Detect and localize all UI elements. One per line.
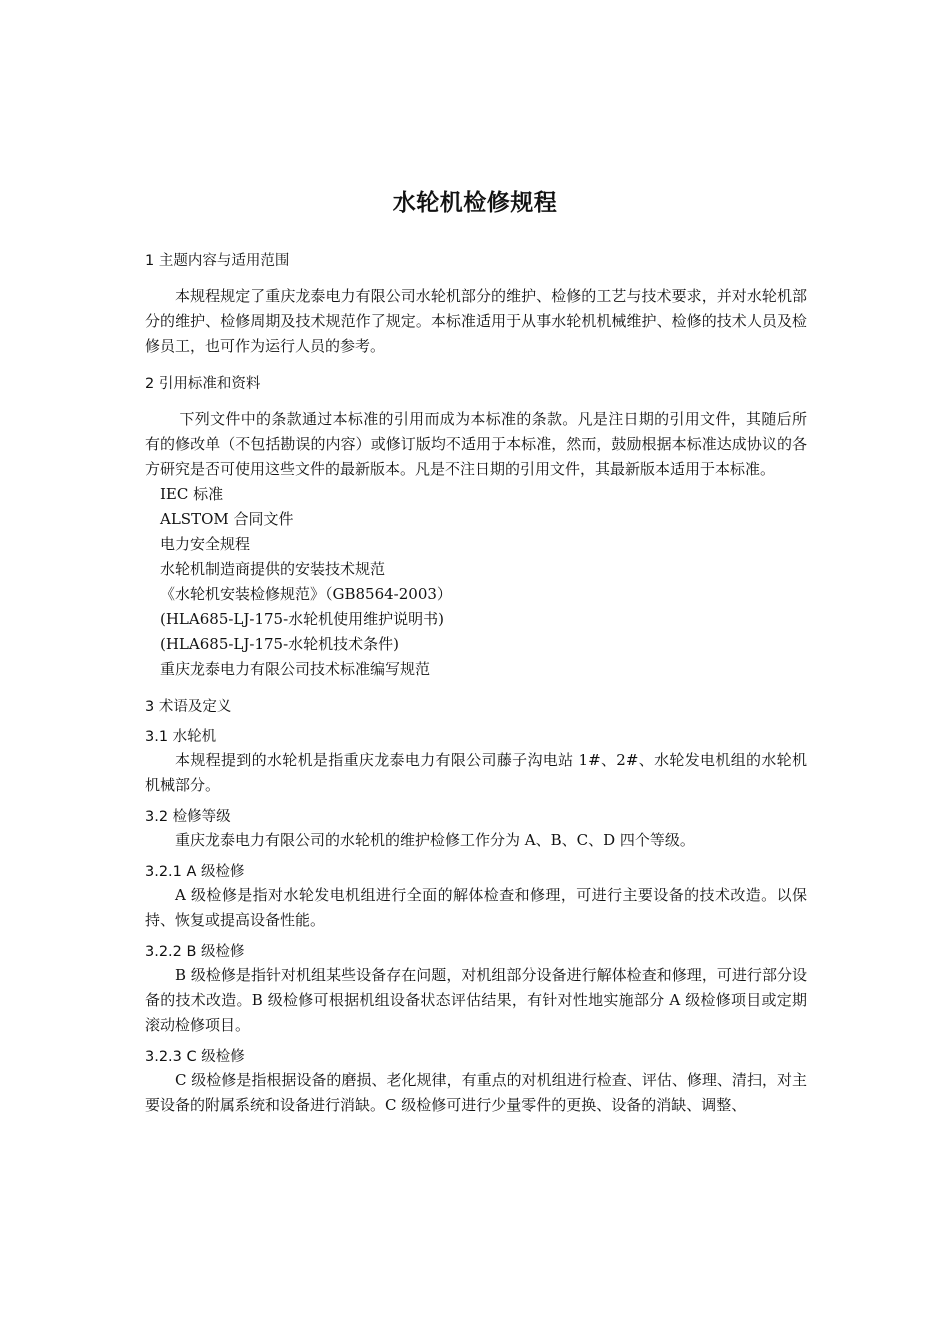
section-1-heading: 1 主题内容与适用范围 [145, 253, 290, 269]
document-body [145, 250, 807, 1118]
reference-item: IEC 标准 [160, 485, 224, 503]
reference-item: 水轮机制造商提供的安装技术规范 [160, 560, 386, 578]
reference-list [145, 482, 807, 682]
reference-item: 《水轮机安装检修规范》（GB8564-2003） [160, 585, 452, 603]
section-3-2-paragraph: 重庆龙泰电力有限公司的水轮机的维护检修工作分为 A、B、C、D 四个等级。 [175, 831, 695, 849]
section-3-2-heading: 3.2 检修等级 [145, 809, 231, 825]
section-3-1-heading: 3.1 水轮机 [145, 729, 217, 745]
section-3-2-1-paragraph: A 级检修是指对水轮发电机组进行全面的解体检查和修理，可进行主要设备的技术改造。以保持、恢复或提高设备性能。 [145, 886, 807, 929]
reference-item: (HLA685-LJ-175-水轮机使用维护说明书) [160, 610, 445, 628]
reference-item: 电力安全规程 [160, 535, 251, 553]
section-3-1-paragraph: 本规程提到的水轮机是指重庆龙泰电力有限公司藤子沟电站 1#、2#、水轮发电机组的水轮机机械部分。 [145, 751, 807, 794]
section-2-heading: 2 引用标准和资料 [145, 376, 261, 392]
section-3-2-3-heading: 3.2.3 C 级检修 [145, 1049, 245, 1065]
section-3-2-3-paragraph: C 级检修是指根据设备的磨损、老化规律，有重点的对机组进行检查、评估、修理、清扫，对主要设备的附属系统和设备进行消缺。C 级检修可进行少量零件的更换、设备的消缺、调整、 [145, 1071, 807, 1114]
section-2-paragraph: 下列文件中的条款通过本标准的引用而成为本标准的条款。凡是注日期的引用文件，其随后所有的修改单（不包括勘误的内容）或修订版均不适用于本标准，然而，鼓励根据本标准达成协议的各方研究是否可使用这些文件的最新版本。凡是不注日期的引用文件，其最新版本适用于本标准。 [145, 410, 807, 478]
reference-item: ALSTOM 合同文件 [160, 510, 294, 528]
section-3-heading: 3 术语及定义 [145, 699, 232, 715]
section-1-paragraph: 本规程规定了重庆龙泰电力有限公司水轮机部分的维护、检修的工艺与技术要求，并对水轮机部分的维护、检修周期及技术规范作了规定。本标准适用于从事水轮机机械维护、检修的技术人员及检修员工，也可作为运行人员的参考。 [145, 287, 807, 355]
section-3-2-2-paragraph: B 级检修是指针对机组某些设备存在问题，对机组部分设备进行解体检查和修理，可进行部分设备的技术改造。B 级检修可根据机组设备状态评估结果，有针对性地实施部分 A 级检修项目或定期滚动检修项目。 [145, 966, 807, 1034]
section-3-2-2-heading: 3.2.2 B 级检修 [145, 944, 245, 960]
reference-item: (HLA685-LJ-175-水轮机技术条件) [160, 635, 400, 653]
reference-item: 重庆龙泰电力有限公司技术标准编写规范 [160, 660, 431, 678]
document-title: 水轮机检修规程 [392, 190, 558, 216]
section-3-2-1-heading: 3.2.1 A 级检修 [145, 864, 245, 880]
